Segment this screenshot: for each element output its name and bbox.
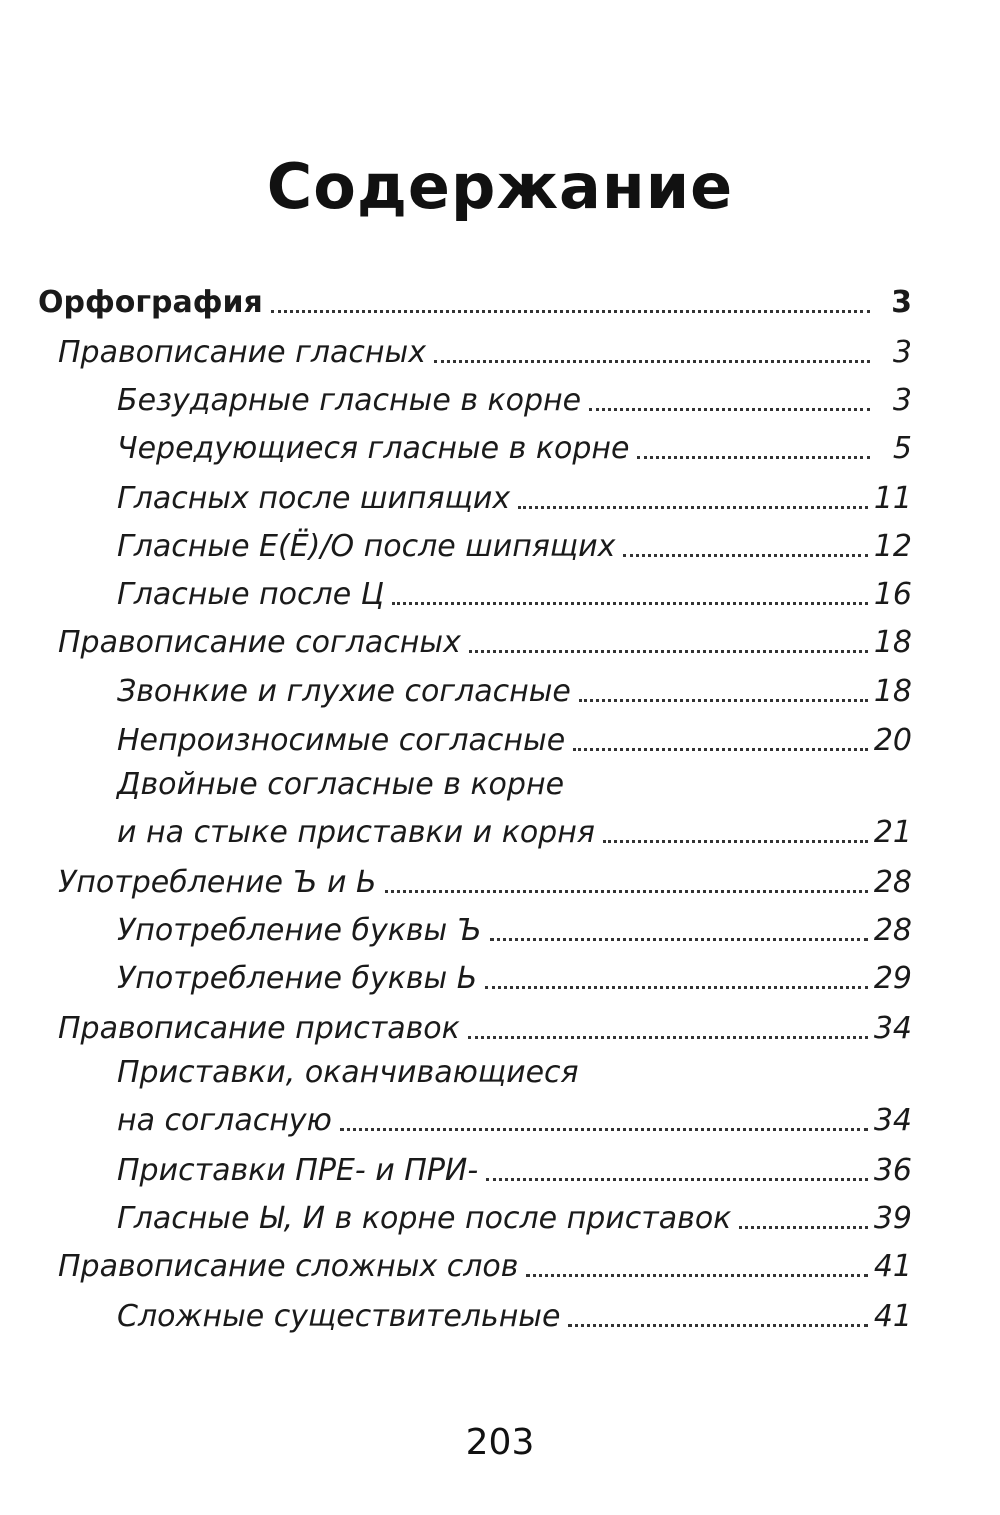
dot-leader	[739, 1226, 868, 1229]
toc-entry-label: Правописание сложных слов	[58, 1249, 519, 1284]
toc-entry-label: и на стыке приставки и корня	[117, 815, 595, 850]
toc-entry-compound-nouns[interactable]	[117, 1292, 912, 1336]
toc-entry-page: 21	[873, 815, 912, 850]
toc-entry-page: 39	[873, 1201, 912, 1236]
toc-entry-prefixes-spelling[interactable]	[58, 1004, 912, 1048]
toc-entry-page: 41	[873, 1249, 912, 1284]
toc-entry-consonant-prefixes[interactable]	[117, 1096, 912, 1140]
dot-leader	[434, 360, 870, 363]
toc-entry-page: 3	[892, 383, 912, 418]
dot-leader	[623, 554, 867, 557]
dot-leader	[468, 1036, 868, 1039]
toc-entry-label: Гласные Е(Ё)/О после шипящих	[117, 529, 616, 564]
toc-entry-page: 3	[892, 335, 912, 370]
toc-entry-e-o-after-sibilants[interactable]	[117, 522, 912, 566]
toc-entry-pre-pri-prefixes[interactable]	[117, 1146, 912, 1190]
dot-leader	[637, 456, 870, 459]
toc-entry-page: 5	[892, 431, 912, 466]
toc-entry-voiced-voiceless[interactable]	[117, 667, 912, 711]
dot-leader	[486, 1178, 868, 1181]
toc-entry-label: Употребление Ъ и Ь	[58, 865, 377, 900]
toc-entry-page: 18	[873, 625, 912, 660]
toc-entry-page: 28	[873, 913, 912, 948]
toc-entry-label: Орфография	[38, 285, 263, 320]
dot-leader	[568, 1324, 867, 1327]
toc-entry-label: Чередующиеся гласные в корне	[117, 431, 630, 466]
page-title: Содержание	[266, 150, 734, 223]
toc-entry-page: 28	[873, 865, 912, 900]
toc-entry-page: 18	[873, 674, 912, 709]
toc-entry-y-i-after-prefixes[interactable]	[117, 1194, 912, 1238]
toc-entry-label: Употребление буквы Ъ	[117, 913, 482, 948]
toc-entry-vowels-after-sibilants[interactable]	[117, 474, 912, 518]
dot-leader	[385, 890, 868, 893]
dot-leader	[573, 748, 868, 751]
toc-entry-unstressed-vowels[interactable]	[117, 376, 912, 420]
dot-leader	[589, 408, 870, 411]
toc-entry-page: 12	[873, 529, 912, 564]
dot-leader	[526, 1274, 867, 1277]
toc-entry-consonants-spelling[interactable]	[58, 618, 912, 662]
toc-entry-consonant-prefixes-line1: Приставки, оканчивающиеся	[117, 1055, 579, 1090]
toc-entry-label: на согласную	[117, 1103, 332, 1138]
toc-entry-hard-soft-signs[interactable]	[58, 858, 912, 902]
toc-entry-page: 16	[873, 577, 912, 612]
dot-leader	[485, 986, 867, 989]
toc-entry-vowels-after-ts[interactable]	[117, 570, 912, 614]
toc-entry-label: Правописание приставок	[58, 1011, 460, 1046]
toc-entry-page: 36	[873, 1153, 912, 1188]
dot-leader	[518, 506, 868, 509]
toc-entry-compound-words[interactable]	[58, 1242, 912, 1286]
toc-entry-label: Сложные существительные	[117, 1299, 561, 1334]
toc-entry-label: Гласных после шипящих	[117, 481, 511, 516]
toc-entry-label: Употребление буквы Ь	[117, 961, 478, 996]
toc-entry-hard-sign[interactable]	[117, 906, 912, 950]
toc-entry-label: Приставки ПРЕ- и ПРИ-	[117, 1153, 479, 1188]
page-number: 203	[465, 1422, 535, 1463]
toc-entry-label: Гласные после Ц	[117, 577, 384, 612]
toc-entry-soft-sign[interactable]	[117, 954, 912, 998]
toc-entry-label: Правописание согласных	[58, 625, 461, 660]
toc-entry-label: Звонкие и глухие согласные	[117, 674, 571, 709]
toc-entry-label: Непроизносимые согласные	[117, 723, 566, 758]
toc-entry-page: 29	[873, 961, 912, 996]
dot-leader	[392, 602, 868, 605]
toc-entry-label: Гласные Ы, И в корне после приставок	[117, 1201, 732, 1236]
toc-entry-label: Правописание гласных	[58, 335, 426, 370]
toc-entry-label: Безударные гласные в корне	[117, 383, 582, 418]
dot-leader	[579, 699, 868, 702]
toc-entry-page: 20	[873, 723, 912, 758]
dot-leader	[490, 938, 868, 941]
toc-entry-orthography[interactable]	[38, 278, 912, 322]
toc-entry-alternating-vowels[interactable]	[117, 424, 912, 468]
toc-entry-vowels-spelling[interactable]	[58, 328, 912, 372]
toc-entry-double-consonants-line1: Двойные согласные в корне	[117, 767, 565, 802]
toc-entry-page: 11	[873, 481, 912, 516]
toc-entry-double-consonants[interactable]	[117, 808, 912, 852]
dot-leader	[469, 650, 868, 653]
dot-leader	[340, 1128, 868, 1131]
toc-entry-page: 34	[873, 1011, 912, 1046]
toc-entry-page: 3	[891, 285, 912, 320]
toc-entry-page: 34	[873, 1103, 912, 1138]
dot-leader	[603, 840, 868, 843]
dot-leader	[271, 310, 870, 313]
toc-entry-page: 41	[873, 1299, 912, 1334]
toc-entry-silent-consonants[interactable]	[117, 716, 912, 760]
